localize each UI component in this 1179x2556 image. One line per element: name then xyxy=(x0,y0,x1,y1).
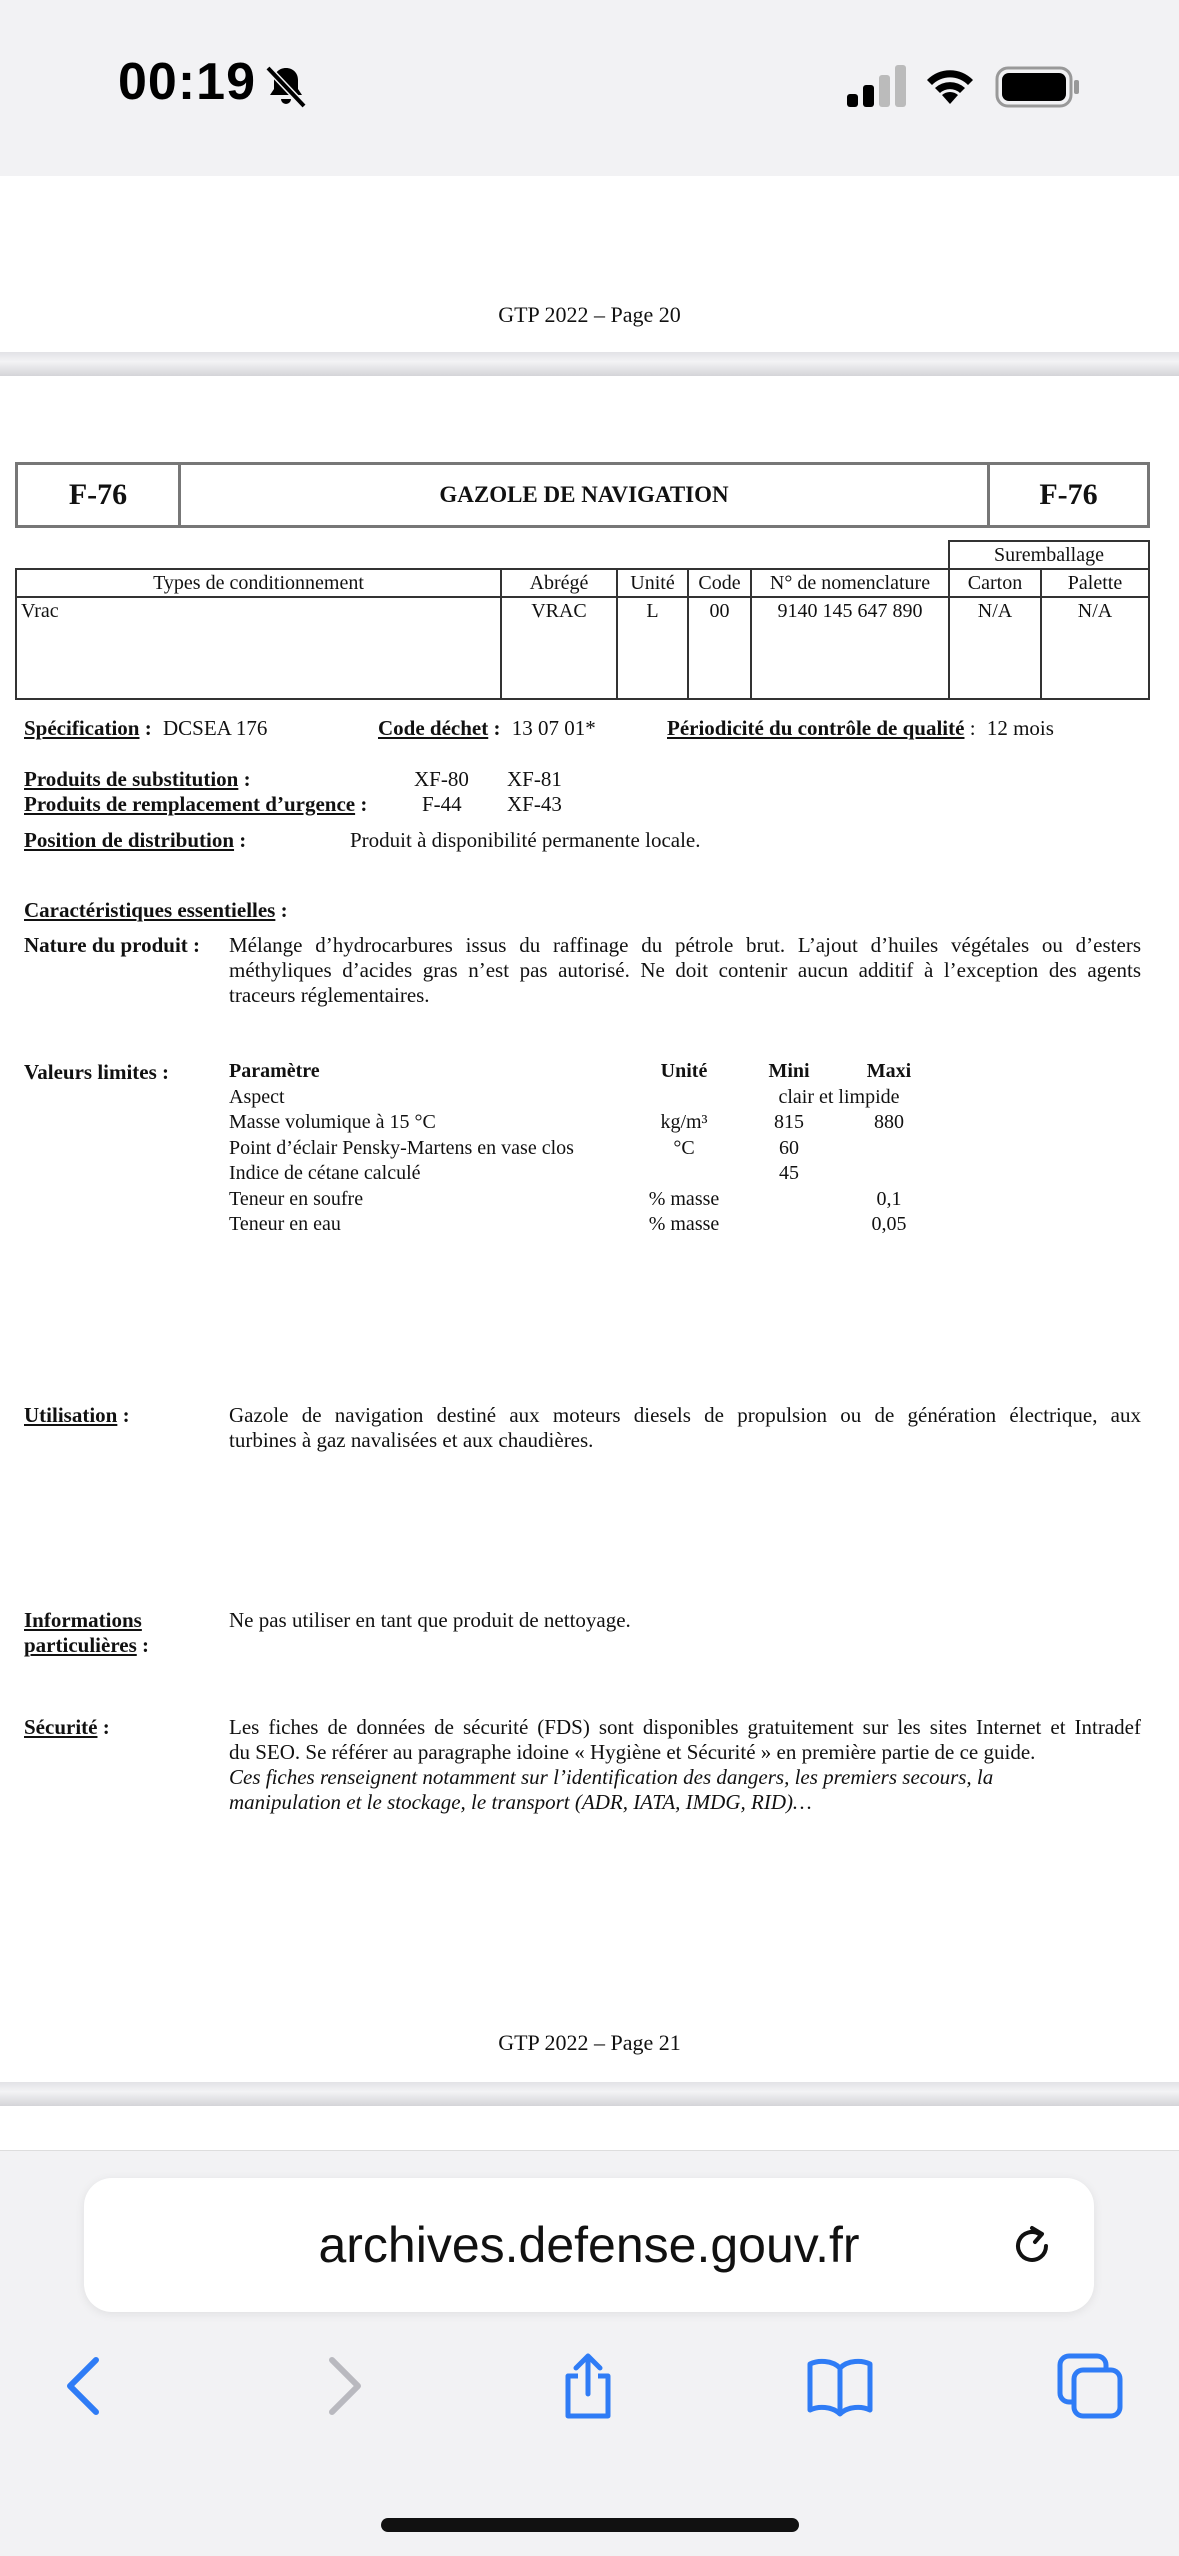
product-code-right: F-76 xyxy=(987,465,1147,525)
share-icon[interactable] xyxy=(552,2350,624,2422)
page-separator xyxy=(0,352,1179,376)
page-footer: GTP 2022 – Page 21 xyxy=(498,2030,681,2055)
code-dechet-row: Code déchet : 13 07 01* xyxy=(378,716,596,740)
distribution-label: Position de distribution xyxy=(24,828,235,852)
securite-row: Sécurité : xyxy=(24,1715,110,1739)
informations-label-1: Informations xyxy=(24,1608,142,1632)
next-page xyxy=(0,2106,1179,2150)
min-header: Mini xyxy=(768,1060,810,1082)
max-cell: 880 xyxy=(874,1111,904,1133)
informations-label-2: particulières xyxy=(24,1633,137,1657)
securite-line-3: Ces fiches renseignent notamment sur l’identification des dangers, les premiers secours, la xyxy=(229,1765,994,1789)
securite-label: Sécurité xyxy=(24,1715,98,1739)
unit-header: Unité xyxy=(660,1060,708,1082)
param-cell: Masse volumique à 15 °C xyxy=(229,1111,436,1133)
substitution-value-2: XF-81 xyxy=(507,767,562,791)
param-cell: Aspect xyxy=(229,1085,285,1108)
table-cell: VRAC xyxy=(501,597,617,699)
distribution-value: Produit à disponibilité permanente locale. xyxy=(350,828,701,852)
address-bar[interactable] xyxy=(84,2178,1094,2312)
max-cell xyxy=(839,1161,939,1187)
substitution-label: Produits de substitution xyxy=(24,767,239,791)
table-header: Palette xyxy=(1041,569,1149,597)
forward-icon[interactable] xyxy=(306,2350,378,2422)
utilisation-line-1: Gazole de navigation destiné aux moteurs diesels de propulsion ou de génération électrique, aux xyxy=(229,1403,1141,1427)
product-header xyxy=(15,462,1150,528)
param-cell: Teneur en eau xyxy=(229,1213,341,1235)
informations-value: Ne pas utiliser en tant que produit de nettoyage. xyxy=(229,1608,631,1632)
product-title: GAZOLE DE NAVIGATION xyxy=(178,465,987,525)
page-footer: GTP 2022 – Page 20 xyxy=(498,302,681,327)
securite-line-1: Les fiches de données de sécurité (FDS) sont disponibles gratuitement sur les sites Internet et Intradef xyxy=(229,1715,1141,1739)
unit-cell xyxy=(629,1085,739,1111)
securite-line-2: du SEO. Se référer au paragraphe idoine « Hygiène et Sécurité » en première partie de ce guide. xyxy=(229,1740,1036,1764)
caracteristiques-row: Caractéristiques essentielles : xyxy=(24,898,288,922)
periodicite-row: Périodicité du contrôle de qualité : 12 mois xyxy=(667,716,1054,740)
urgence-value-2: XF-43 xyxy=(507,792,562,816)
reload-icon[interactable] xyxy=(1006,2220,1058,2272)
table-header: N° de nomenclature xyxy=(751,569,949,597)
utilisation-row: Utilisation : xyxy=(24,1403,130,1427)
securite-line-4: manipulation et le stockage, le transport (ADR, IATA, IMDG, RID)… xyxy=(229,1790,812,1814)
param-cell: Indice de cétane calculé xyxy=(229,1162,421,1184)
param-cell: Point d’éclair Pensky-Martens en vase clos xyxy=(229,1136,574,1159)
unit-cell: °C xyxy=(673,1136,695,1159)
specification-value: DCSEA 176 xyxy=(163,716,268,740)
status-bar xyxy=(0,0,1179,176)
nature-label: Nature du produit : xyxy=(24,933,201,957)
min-cell xyxy=(739,1212,839,1238)
bell-slash-icon xyxy=(262,62,310,110)
tabs-icon[interactable] xyxy=(1054,2350,1126,2422)
unit-cell: % masse xyxy=(648,1187,720,1210)
packaging-table xyxy=(15,540,1150,700)
battery-icon xyxy=(995,66,1081,108)
limits-table xyxy=(229,1059,939,1238)
substitution-value-1: XF-80 xyxy=(414,767,469,791)
max-header: Maxi xyxy=(866,1060,912,1082)
table-cell: N/A xyxy=(1041,597,1149,699)
min-cell: clair et limpide xyxy=(778,1085,900,1108)
table-cell: 9140 145 647 890 xyxy=(751,597,949,699)
urgence-value-1: F-44 xyxy=(422,792,462,816)
substitution-row: Produits de substitution : xyxy=(24,767,251,791)
table-header: Types de conditionnement xyxy=(16,569,501,597)
param-cell: Teneur en soufre xyxy=(229,1187,364,1210)
min-cell: 815 xyxy=(774,1111,804,1133)
table-header: Code xyxy=(688,569,751,597)
caracteristiques-label: Caractéristiques essentielles xyxy=(24,898,276,922)
unit-cell xyxy=(629,1161,739,1187)
max-cell xyxy=(839,1136,939,1162)
previous-page xyxy=(0,176,1179,352)
utilisation-line-2: turbines à gaz navalisées et aux chaudières. xyxy=(229,1428,594,1452)
status-time: 00:19 xyxy=(118,53,256,111)
table-cell: L xyxy=(617,597,688,699)
back-icon[interactable] xyxy=(50,2350,122,2422)
page-separator xyxy=(0,2082,1179,2106)
specification-row: Spécification : DCSEA 176 xyxy=(24,716,268,740)
product-code-left: F-76 xyxy=(68,478,128,511)
specification-label: Spécification xyxy=(24,716,140,740)
home-indicator xyxy=(381,2518,799,2532)
min-cell: 45 xyxy=(779,1162,799,1184)
min-cell xyxy=(739,1187,839,1213)
nature-line-2: méthyliques d’acides gras n’est pas autorisé. Ne doit contenir aucun additif à l’exception des agents xyxy=(229,958,1141,982)
utilisation-label: Utilisation xyxy=(24,1403,118,1427)
table-cell: 00 xyxy=(688,597,751,699)
periodicite-label: Périodicité du contrôle de qualité xyxy=(667,716,965,740)
code-dechet-value: 13 07 01* xyxy=(511,716,596,740)
unit-cell: kg/m³ xyxy=(660,1111,708,1133)
max-cell: 0,1 xyxy=(876,1187,902,1210)
unit-cell: % masse xyxy=(648,1213,720,1235)
urgence-label: Produits de remplacement d’urgence xyxy=(24,792,356,816)
limites-label: Valeurs limites : xyxy=(24,1060,170,1084)
table-cell: N/A xyxy=(949,597,1041,699)
table-header: Abrégé xyxy=(501,569,617,597)
url-text[interactable]: archives.defense.gouv.fr xyxy=(318,2217,860,2273)
bookmarks-icon[interactable] xyxy=(804,2350,876,2422)
code-dechet-label: Code déchet xyxy=(378,716,489,740)
min-cell: 60 xyxy=(779,1136,799,1159)
cellular-signal-icon xyxy=(845,64,909,108)
table-cell: Vrac xyxy=(16,597,501,699)
urgence-row: Produits de remplacement d’urgence : xyxy=(24,792,368,816)
informations-row-2: particulières : xyxy=(24,1633,150,1657)
distribution-row: Position de distribution : xyxy=(24,828,247,852)
param-header: Paramètre xyxy=(229,1060,320,1082)
max-cell: 0,05 xyxy=(871,1213,907,1235)
table-header: Carton xyxy=(949,569,1041,597)
wifi-icon xyxy=(922,62,978,108)
suremballage-header: Suremballage xyxy=(949,541,1149,569)
nature-line-3: traceurs réglementaires. xyxy=(229,983,430,1007)
periodicite-value: 12 mois xyxy=(986,716,1054,740)
nature-line-1: Mélange d’hydrocarbures issus du raffinage du pétrole brut. L’ajout d’huiles végétales ou d’esters xyxy=(229,933,1141,957)
table-header: Unité xyxy=(617,569,688,597)
